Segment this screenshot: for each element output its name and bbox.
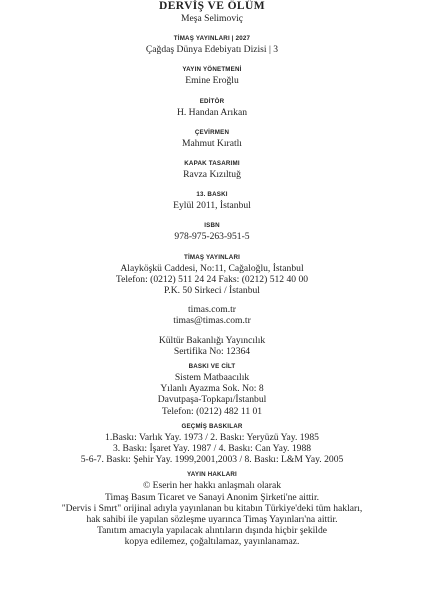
isbn-heading: ISBN — [204, 222, 220, 230]
ministry-certificate: Sertifika No: 12364 — [173, 345, 251, 357]
publisher-website: timas.com.tr — [188, 304, 236, 316]
translator-heading: ÇEVİRMEN — [194, 128, 230, 136]
publisher-heading: TİMAŞ YAYINLARI — [183, 253, 241, 261]
publisher-address: Alayköşkü Caddesi, No:11, Cağaloğlu, İstanbul — [120, 262, 304, 274]
isbn-number: 978-975-263-951-5 — [174, 231, 250, 243]
past-editions-heading: GEÇMİŞ BASKILAR — [181, 422, 243, 430]
translator-name: Mahmut Kıratlı — [182, 137, 242, 149]
rights-line: © Eserin her hakkı anlaşmalı olarak — [142, 480, 282, 492]
cover-design-name: Ravza Kızıltuğ — [183, 169, 241, 181]
publishing-director-heading: YAYIN YÖNETMENİ — [182, 66, 242, 74]
printing-district: Davutpaşa-Topkapı/İstanbul — [157, 394, 267, 406]
printing-phone: Telefon: (0212) 482 11 01 — [161, 405, 263, 417]
rights-line: "Dervis i Smrt" orijinal adıyla yayınlanan bu kitabın Türkiye'deki tüm hakları, — [61, 502, 363, 514]
series-heading: TİMAŞ YAYINLARI | 2027 — [173, 35, 251, 43]
rights-heading: YAYIN HAKLARI — [187, 471, 237, 479]
rights-line: Tanıtım amacıyla yapılacak alıntıların dışında hiçbir şekilde — [96, 525, 328, 537]
past-editions-line: 1.Baskı: Varlık Yay. 1973 / 2. Baskı: Yeryüzü Yay. 1985 — [105, 431, 319, 443]
rights-line: kopya edilemez, çoğaltılamaz, yayınlanamaz. — [124, 536, 300, 548]
cover-design-heading: KAPAK TASARIMI — [184, 160, 240, 168]
publisher-po-box: P.K. 50 Sirkeci / İstanbul — [164, 285, 260, 297]
past-editions-line: 3. Baskı: İşaret Yay. 1987 / 4. Baskı: Can Yay. 1988 — [112, 443, 312, 455]
editor-name: H. Handan Arıkan — [176, 106, 248, 118]
series-name: Çağdaş Dünya Edebiyatı Dizisi | 3 — [145, 44, 279, 56]
edition-date: Eylül 2011, İstanbul — [173, 200, 251, 212]
printing-street: Yılanlı Ayazma Sok. No: 8 — [160, 383, 264, 395]
rights-line: Timaş Basım Ticaret ve Sanayi Anonim Şirketi'ne aittir. — [104, 491, 320, 503]
book-author: Meşa Selimoviç — [180, 13, 244, 24]
publisher-phone: Telefon: (0212) 511 24 24 Faks: (0212) 512 40 00 — [115, 273, 309, 285]
printing-company: Sistem Matbaacılık — [174, 372, 250, 384]
past-editions-line: 5-6-7. Baskı: Şehir Yay. 1999,2001,2003 / 8. Baskı: L&M Yay. 2005 — [80, 454, 344, 466]
editor-heading: EDİTÖR — [199, 97, 225, 105]
rights-line: hak sahibi ile yapılan sözleşme uyarınca Timaş Yayınları'na aittir. — [86, 514, 338, 526]
printing-heading: BASKI VE CİLT — [188, 363, 236, 371]
ministry-name: Kültür Bakanlığı Yayıncılık — [158, 334, 266, 346]
publisher-email: timas@timas.com.tr — [173, 315, 251, 327]
publishing-director-name: Emine Eroğlu — [185, 75, 239, 87]
edition-heading: 13. BASKI — [196, 191, 228, 199]
book-title: DERVİŞ VE ÖLÜM — [159, 0, 265, 12]
